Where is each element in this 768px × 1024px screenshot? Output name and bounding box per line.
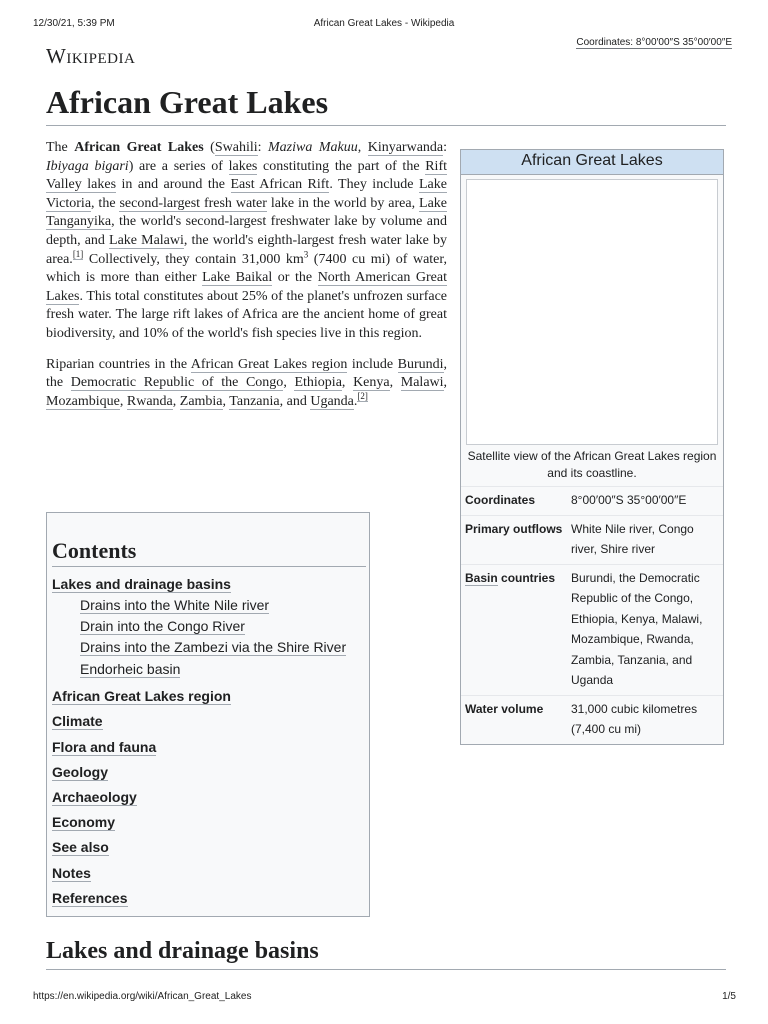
infobox-row-primary-outflows bbox=[461, 515, 723, 564]
link-north-american-great-lakes[interactable]: North American Great Lakes bbox=[46, 270, 447, 304]
toc-item-archaeology[interactable]: Archaeology bbox=[52, 789, 137, 805]
link-drc[interactable]: Democratic Republic of the Congo bbox=[70, 375, 284, 391]
infobox-label: Coordinates bbox=[465, 493, 536, 507]
section-heading: Lakes and drainage basins bbox=[46, 938, 726, 970]
infobox-caption: Satellite view of the African Great Lakes region and its coastline. bbox=[467, 449, 717, 480]
link-lake-tanganyika[interactable]: Lake Tanganyika bbox=[46, 195, 447, 230]
toc-item-congo-river[interactable]: Drain into the Congo River bbox=[80, 618, 245, 634]
table-of-contents bbox=[46, 512, 370, 917]
print-doc-title: African Great Lakes - Wikipedia bbox=[313, 18, 455, 29]
link-swahili[interactable]: Swahili bbox=[214, 140, 258, 155]
toc-item-references[interactable]: References bbox=[52, 890, 128, 906]
link-second-largest-fresh-water[interactable]: second-largest fresh water bbox=[119, 195, 267, 211]
infobox-label: Water volume bbox=[465, 701, 544, 716]
infobox-value: 31,000 cubic kilometres (7,400 cu mi) bbox=[571, 701, 698, 736]
toc-item-geology[interactable]: Geology bbox=[52, 764, 109, 780]
print-page-number: 1/5 bbox=[722, 991, 736, 1002]
coordinates-value[interactable]: 8°00′00″S 35°00′00″E bbox=[635, 37, 732, 48]
link-kenya[interactable]: Kenya bbox=[353, 375, 390, 391]
link-burundi[interactable]: Burundi bbox=[397, 356, 444, 372]
toc-item-region[interactable]: African Great Lakes region bbox=[52, 688, 231, 704]
wikipedia-logo[interactable]: Wikipedia bbox=[46, 44, 136, 68]
link-uganda[interactable]: Uganda bbox=[310, 393, 354, 409]
link-lake-malawi[interactable]: Lake Malawi bbox=[109, 232, 184, 248]
superscript-3: 3 bbox=[303, 248, 309, 259]
page-title: African Great Lakes bbox=[46, 82, 726, 126]
bold-term: African Great Lakes bbox=[74, 140, 204, 155]
toc-item-climate[interactable]: Climate bbox=[52, 713, 103, 729]
lead-paragraph-1: The African Great Lakes (Swahili: Maziwa Makuu, Kinyarwanda: Ibiyaga bigari) are a series of lakes constituting the part of the Rift Valley lakes in and around the East African Rift. They include Lake Victoria, the second-largest fresh water lake in the world by area, Lake Tanganyika, the world's second-largest freshwater lake by volume and depth, and Lake Malawi, the world's eighth-largest fresh water lake by area.[1] Collectively, they contain 31,000 $km^3$ (7400 cu mi) of water, which is more than either Lake Baikal or the North American Great Lakes. This total constitutes about 25% of the planet's unfrozen surface fresh water. The large rift lakes of Africa are the ancient home of great biodiversity, and 10% of the world's fish species live in this region. bbox=[46, 140, 448, 341]
toc-item-endorheic-basin[interactable]: Endorheic basin bbox=[80, 661, 181, 677]
link-malawi[interactable]: Malawi bbox=[400, 375, 444, 391]
toc-item-zambezi-shire[interactable]: Drains into the Zambezi via the Shire River bbox=[80, 639, 347, 655]
toc-item-notes[interactable]: Notes bbox=[52, 865, 91, 881]
satellite-image[interactable] bbox=[466, 179, 718, 445]
toc-item-economy[interactable]: Economy bbox=[52, 814, 116, 830]
link-great-lakes-region[interactable]: African Great Lakes region bbox=[190, 356, 348, 372]
link-mozambique[interactable]: Mozambique bbox=[46, 393, 120, 409]
infobox-value: White Nile river, Congo river, Shire river bbox=[571, 521, 694, 556]
reference-2[interactable]: [2] bbox=[357, 391, 368, 402]
reference-1[interactable]: [1] bbox=[72, 248, 84, 259]
infobox bbox=[460, 149, 724, 745]
link-kinyarwanda[interactable]: Kinyarwanda bbox=[367, 140, 444, 155]
link-rwanda[interactable]: Rwanda bbox=[126, 393, 173, 409]
native-name-swahili: Maziwa Makuu bbox=[268, 140, 358, 155]
infobox-row-coordinates bbox=[461, 486, 723, 515]
lead-paragraph-2: Riparian countries in the African Great Lakes region include Burundi, the Democratic Republic of the Congo, Ethiopia, Kenya, Malawi, Mozambique, Rwanda, Zambia, Tanzania, and Uganda.[2] bbox=[46, 356, 448, 409]
toc-item-flora-and-fauna[interactable]: Flora and fauna bbox=[52, 739, 157, 755]
link-east-african-rift[interactable]: East African Rift bbox=[230, 177, 330, 193]
link-zambia[interactable]: Zambia bbox=[179, 393, 223, 409]
coordinates-indicator[interactable] bbox=[576, 37, 732, 48]
infobox-title: African Great Lakes bbox=[461, 150, 723, 175]
coordinates-label: Coordinates: bbox=[576, 37, 634, 48]
print-url: https://en.wikipedia.org/wiki/African_Great_Lakes bbox=[33, 991, 252, 1002]
link-lake-baikal[interactable]: Lake Baikal bbox=[202, 270, 273, 286]
link-basin[interactable]: Basin bbox=[465, 570, 498, 585]
infobox-label: Basin countries bbox=[465, 570, 556, 585]
toc-item-white-nile[interactable]: Drains into the White Nile river bbox=[80, 597, 270, 613]
infobox-row-basin-countries bbox=[461, 564, 723, 695]
infobox-value: 8°00′00″S 35°00′00″E bbox=[571, 493, 687, 507]
link-lakes[interactable]: lakes bbox=[228, 158, 258, 174]
toc-item-see-also[interactable]: See also bbox=[52, 839, 109, 855]
infobox-row-water-volume bbox=[461, 695, 723, 744]
native-name-kinyarwanda: Ibiyaga bigari bbox=[46, 158, 129, 174]
infobox-value: Burundi, the Democratic Republic of the Congo, Ethiopia, Kenya, Malawi, Mozambique, Rwanda, Zambia, Tanzania, and Uganda bbox=[571, 570, 703, 687]
link-rift-valley-lakes[interactable]: Rift Valley lakes bbox=[46, 158, 447, 193]
link-ethiopia[interactable]: Ethiopia bbox=[294, 375, 342, 391]
link-tanzania[interactable]: Tanzania bbox=[229, 393, 280, 409]
toc-item-lakes-and-drainage-basins[interactable]: Lakes and drainage basins bbox=[52, 576, 231, 592]
toc-title: Contents bbox=[52, 538, 366, 567]
print-datetime: 12/30/21, 5:39 PM bbox=[33, 18, 115, 29]
lead-section bbox=[46, 139, 447, 423]
link-lake-victoria[interactable]: Lake Victoria bbox=[46, 177, 447, 211]
infobox-label: Primary outflows bbox=[465, 521, 563, 536]
